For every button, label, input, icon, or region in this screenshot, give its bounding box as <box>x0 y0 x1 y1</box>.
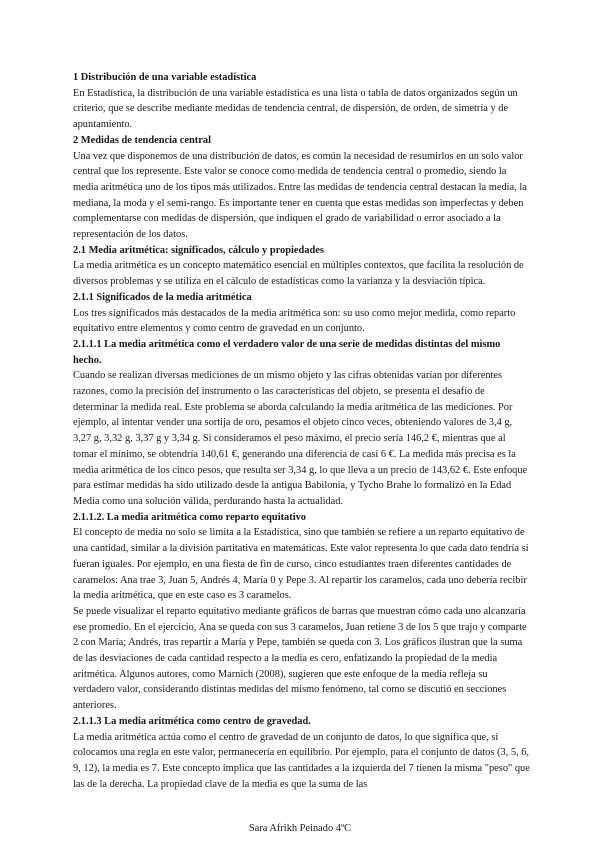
document-body <box>73 70 531 792</box>
heading-reparto-equitativo: 2.1.1.2. La media aritmética como reparto equitativo <box>73 511 306 523</box>
paragraph-media-aritmetica: La media aritmética es un concepto matemático esencial en múltiples contextos, que facilita la resolución de diversos problemas y se utiliza en el cálculo de estadísticas como la varianza y la desviación típica. <box>73 260 524 288</box>
heading-verdadero-valor: 2.1.1.1 La media aritmética como el verdadero valor de una serie de medidas distintas del mismo hecho. <box>73 338 501 366</box>
heading-distribucion: 1 Distribución de una variable estadística <box>73 72 257 83</box>
paragraph-distribucion: En Estadística, la distribución de una variable estadística es una lista o tabla de datos organizados según un criterio, que se describe mediante medidas de tendencia central, de dispersión, de orden, de simetría y de apuntamiento. <box>73 87 518 131</box>
heading-centro-gravedad: 2.1.1.3 La media aritmética como centro de gravedad. <box>73 715 311 727</box>
paragraph-reparto-equitativo: El concepto de media no solo se limita a la Estadística, sino que también se refiere a un reparto equitativo de una cantidad, similar a la división partitativa en matemáticas. Este valor representa lo que cada dato tendría si fueran iguales. Por ejemplo, en una fiesta de fin de curso, cinco estudiantes traen diferentes cantidades de caramelos: Ana trae 3, Juan 5, Andrés 4, María 0 y Pepe 3. Al repartir los caramelos, cada uno debería recibir la media aritmética, que en este caso es 3 caramelos. <box>73 527 529 602</box>
paragraph-significados: Los tres significados más destacados de la media aritmética son: su uso como mejor medida, como reparto equitativo entre elementos y como centro de gravedad en un conjunto. <box>73 307 516 335</box>
paragraph-medidas-tendencia-central: Una vez que disponemos de una distribución de datos, es común la necesidad de resumirlos en un solo valor central que los represente. Este valor se conoce como medida de tendencia central o promedio, siendo la media aritmética uno de los tipos más utilizados. Entre las medidas de tendencia central destacan la media, la mediana, la moda y el semi-rango. Es importante tener en cuenta que estas medidas son imperfectas y deben complementarse con medidas de dispersión, que indiquen el grado de variabilidad o error asociado a la representación de los datos. <box>73 150 527 241</box>
heading-media-aritmetica: 2.1 Media aritmética: significados, cálculo y propiedades <box>73 244 324 256</box>
heading-medidas-tendencia-central: 2 Medidas de tendencia central <box>73 134 211 146</box>
paragraph-verdadero-valor: Cuando se realizan diversas mediciones de un mismo objeto y las cifras obtenidas varían por diferentes razones, como la precisión del instrumento o las características del objeto, se presenta el desafío de determinar la medida real. Este problema se aborda calculando la media aritmética de las mediciones. Por ejemplo, al intentar vender una sortija de oro, pesamos el objeto cinco veces, obteniendo valores de 3,4 g, 3,27 g, 3,32 g, 3,37 g y 3,34 g. Si consideramos el peso máximo, el precio sería 146,2 €, mientras que al tomar el mínimo, se obtendría 140,61 €, generando una diferencia de casi 6 €. La medida más precisa es la media aritmética de los cinco pesos, que resulta ser 3,34 g, lo que lleva a un precio de 143,62 €. Este enfoque para estimar medidas ha sido utilizado desde la antigua Babilonia, y Tycho Brahe lo formalizó en la Edad Media como una solución válida, perdurando hasta la actualidad. <box>73 370 528 507</box>
heading-significados: 2.1.1 Significados de la media aritmética <box>73 291 252 303</box>
paragraph-centro-gravedad: La media aritmética actúa como el centro de gravedad de un conjunto de datos, lo que significa que, si colocamos una regla en este valor, permanecería en equilibrio. Por ejemplo, para el conjunto de datos (3, 5, 6, 9, 12), la media es 7. Este concepto implica que las cantidades a la izquierda del 7 tienen la misma "peso" que las de la derecha. La propiedad clave de la media es que la suma de las <box>73 731 530 790</box>
page-footer: Sara Afrikh Peinado 4ºC <box>248 823 352 834</box>
paragraph-reparto-graficos: Se puede visualizar el reparto equitativo mediante gráficos de barras que muestran cómo cada uno alcanzaría ese promedio. En el ejercicio, Ana se queda con sus 3 caramelos, Juan retiene 3 de los 5 que trajo y comparte 2 con María; Andrés, tras repartir a María y Pepe, también se queda con 3. Los gráficos ilustran que la suma de las desviaciones de cada cantidad respecto a la media es cero, enfatizando la propiedad de la media aritmética. Algunos autores, como Marnich (2008), sugieren que este enfoque de la media refleja su verdadero valor, considerando distintas medidas del mismo fenómeno, tal como se discutió en secciones anteriores. <box>73 605 527 712</box>
